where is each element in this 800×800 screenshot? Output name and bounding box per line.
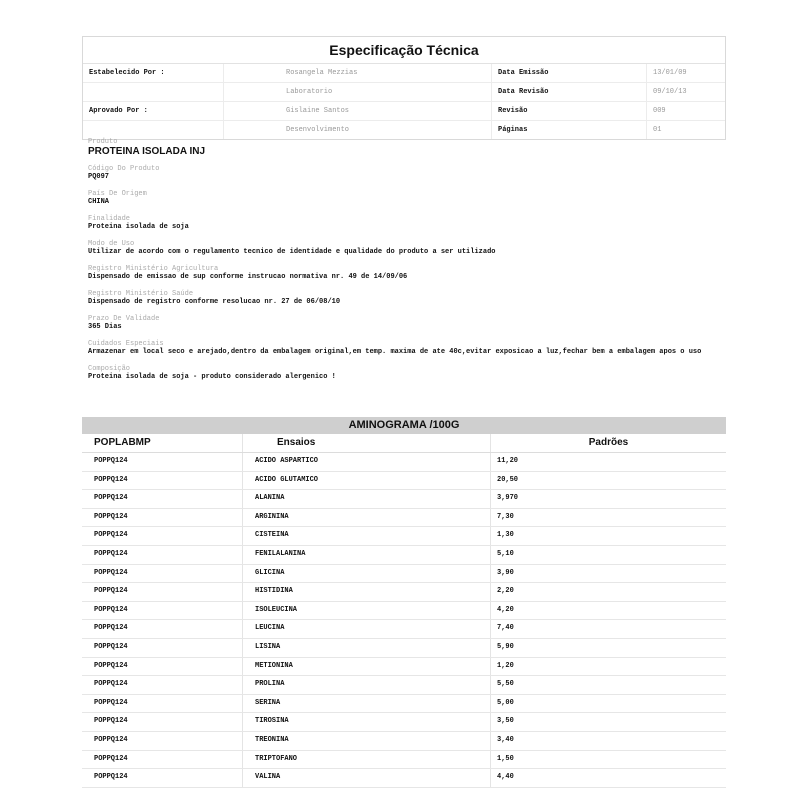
- row-standard: 1,20: [490, 658, 726, 676]
- row-test: TIROSINA: [242, 713, 490, 731]
- field-value: Proteina isolada de soja - produto considerado alergenico !: [88, 373, 336, 381]
- header-poplabmp: POPLABMP: [94, 437, 151, 448]
- header-rows: [83, 64, 725, 139]
- table-row: [82, 453, 726, 472]
- row-code: POPPQ124: [94, 531, 128, 540]
- field-block: [88, 190, 728, 207]
- header-label-2: Data Emissão: [492, 64, 647, 82]
- table-row: [82, 769, 726, 788]
- row-standard: 7,40: [490, 620, 726, 638]
- field-label: Produto: [88, 138, 118, 146]
- row-standard: 3,50: [490, 713, 726, 731]
- table-row: [82, 620, 726, 639]
- row-standard: 5,90: [490, 639, 726, 657]
- row-code: POPPQ124: [94, 773, 128, 782]
- header-row: [83, 83, 725, 102]
- row-code: POPPQ124: [94, 568, 128, 577]
- field-label: Modo de Uso: [88, 240, 135, 248]
- table-row: [82, 527, 726, 546]
- table-row: [82, 509, 726, 528]
- row-test: VALINA: [242, 769, 490, 787]
- field-label: Composição: [88, 365, 131, 373]
- table-row: [82, 583, 726, 602]
- row-test: LISINA: [242, 639, 490, 657]
- row-code: POPPQ124: [94, 587, 128, 596]
- row-code: POPPQ124: [94, 512, 128, 521]
- field-block: [88, 265, 728, 282]
- aminogram-header-row: [82, 434, 726, 453]
- row-test: PROLINA: [242, 676, 490, 694]
- field-block: [88, 240, 728, 257]
- row-test: METIONINA: [242, 658, 490, 676]
- row-code: POPPQ124: [94, 754, 128, 763]
- row-test: LEUCINA: [242, 620, 490, 638]
- table-row: [82, 602, 726, 621]
- row-standard: 7,30: [490, 509, 726, 527]
- table-row: [82, 676, 726, 695]
- row-code: POPPQ124: [94, 605, 128, 614]
- header-label: [83, 83, 224, 101]
- field-label: Registro Ministério Saúde: [88, 290, 194, 298]
- row-test: TREONINA: [242, 732, 490, 750]
- row-standard: 20,50: [490, 472, 726, 490]
- row-code: POPPQ124: [94, 698, 128, 707]
- field-value: Utilizar de acordo com o regulamento tecnico de identidade e qualidade do produto a ser utilizado: [88, 248, 496, 256]
- field-value: PQ097: [88, 173, 110, 181]
- field-value: Armazenar em local seco e arejado,dentro da embalagem original,em temp. maxima de ate 40c,evitar exposicao a luz,fechar bem a embalagem apos o uso: [88, 348, 702, 356]
- table-row: [82, 658, 726, 677]
- spec-fields: [88, 138, 728, 390]
- row-standard: 2,20: [490, 583, 726, 601]
- field-value: CHINA: [88, 198, 110, 206]
- header-label-2: Data Revisão: [492, 83, 647, 101]
- field-block: [88, 290, 728, 307]
- field-label: Código Do Produto: [88, 165, 160, 173]
- field-block: [88, 165, 728, 182]
- row-test: ARGININA: [242, 509, 490, 527]
- row-code: POPPQ124: [94, 624, 128, 633]
- table-row: [82, 546, 726, 565]
- row-test: HISTIDINA: [242, 583, 490, 601]
- row-test: GLICINA: [242, 565, 490, 583]
- row-code: POPPQ124: [94, 735, 128, 744]
- header-label-2: Revisão: [492, 102, 647, 120]
- row-standard: 3,40: [490, 732, 726, 750]
- header-value: Desenvolvimento: [224, 121, 492, 139]
- field-value: Dispensado de registro conforme resolucao nr. 27 de 06/08/10: [88, 298, 341, 306]
- field-block: [88, 315, 728, 332]
- header-label-2: Páginas: [492, 121, 647, 139]
- row-code: POPPQ124: [94, 717, 128, 726]
- field-label: País De Origem: [88, 190, 147, 198]
- row-code: POPPQ124: [94, 475, 128, 484]
- row-code: POPPQ124: [94, 494, 128, 503]
- field-value: 365 Dias: [88, 323, 122, 331]
- row-test: FENILALANINA: [242, 546, 490, 564]
- header-value: Rosangela Mezzias: [224, 64, 492, 82]
- header-label: [83, 121, 224, 139]
- header-value-2: 13/01/09: [653, 69, 687, 77]
- document-title: Especificação Técnica: [83, 37, 725, 64]
- row-code: POPPQ124: [94, 549, 128, 558]
- field-block: [88, 365, 728, 382]
- row-test: SERINA: [242, 695, 490, 713]
- row-standard: 1,50: [490, 751, 726, 769]
- row-standard: 11,20: [490, 453, 726, 471]
- header-value: Gislaine Santos: [224, 102, 492, 120]
- header-padroes: Padrões: [490, 434, 726, 452]
- field-block: [88, 138, 728, 157]
- field-label: Prazo De Validade: [88, 315, 160, 323]
- row-test: CISTEINA: [242, 527, 490, 545]
- row-standard: 5,50: [490, 676, 726, 694]
- header-ensaios: Ensaios: [242, 434, 490, 452]
- row-standard: 4,20: [490, 602, 726, 620]
- row-test: ACIDO GLUTAMICO: [242, 472, 490, 490]
- field-label: Registro Ministério Agricultura: [88, 265, 219, 273]
- table-row: [82, 732, 726, 751]
- row-code: POPPQ124: [94, 457, 128, 465]
- row-code: POPPQ124: [94, 680, 128, 689]
- row-test: TRIPTOFANO: [242, 751, 490, 769]
- row-test: ACIDO ASPARTICO: [242, 453, 490, 471]
- row-code: POPPQ124: [94, 642, 128, 651]
- table-row: [82, 472, 726, 491]
- table-row: [82, 639, 726, 658]
- row-standard: 1,30: [490, 527, 726, 545]
- document-page: [82, 36, 726, 782]
- field-block: [88, 215, 728, 232]
- aminogram-table: [82, 417, 726, 788]
- field-label: Cuidados Especiais: [88, 340, 164, 348]
- header-row: [83, 121, 725, 139]
- header-value-2: 01: [653, 126, 662, 134]
- table-row: [82, 751, 726, 770]
- row-standard: 5,00: [490, 695, 726, 713]
- row-test: ALANINA: [242, 490, 490, 508]
- field-block: [88, 340, 728, 357]
- aminogram-title: AMINOGRAMA /100G: [82, 417, 726, 434]
- row-standard: 4,40: [490, 769, 726, 787]
- field-value: PROTEINA ISOLADA INJ: [88, 146, 206, 157]
- header-label: Estabelecido Por :: [83, 64, 224, 82]
- table-row: [82, 490, 726, 509]
- field-value: Proteina isolada de soja: [88, 223, 189, 231]
- header-value-2: 009: [653, 107, 666, 115]
- row-standard: 3,970: [490, 490, 726, 508]
- row-code: POPPQ124: [94, 661, 128, 670]
- row-standard: 5,10: [490, 546, 726, 564]
- table-row: [82, 695, 726, 714]
- header-row: [83, 102, 725, 121]
- header-value: Laboratorio: [224, 83, 492, 101]
- field-label: Finalidade: [88, 215, 131, 223]
- table-row: [82, 565, 726, 584]
- row-standard: 3,90: [490, 565, 726, 583]
- row-test: ISOLEUCINA: [242, 602, 490, 620]
- header-table: [82, 36, 726, 140]
- header-row: [83, 64, 725, 83]
- header-value-2: 09/10/13: [653, 88, 687, 96]
- aminogram-rows: [82, 453, 726, 788]
- header-label: Aprovado Por :: [83, 102, 224, 120]
- field-value: Dispensado de emissao de sup conforme instrucao normativa nr. 49 de 14/09/06: [88, 273, 408, 281]
- table-row: [82, 713, 726, 732]
